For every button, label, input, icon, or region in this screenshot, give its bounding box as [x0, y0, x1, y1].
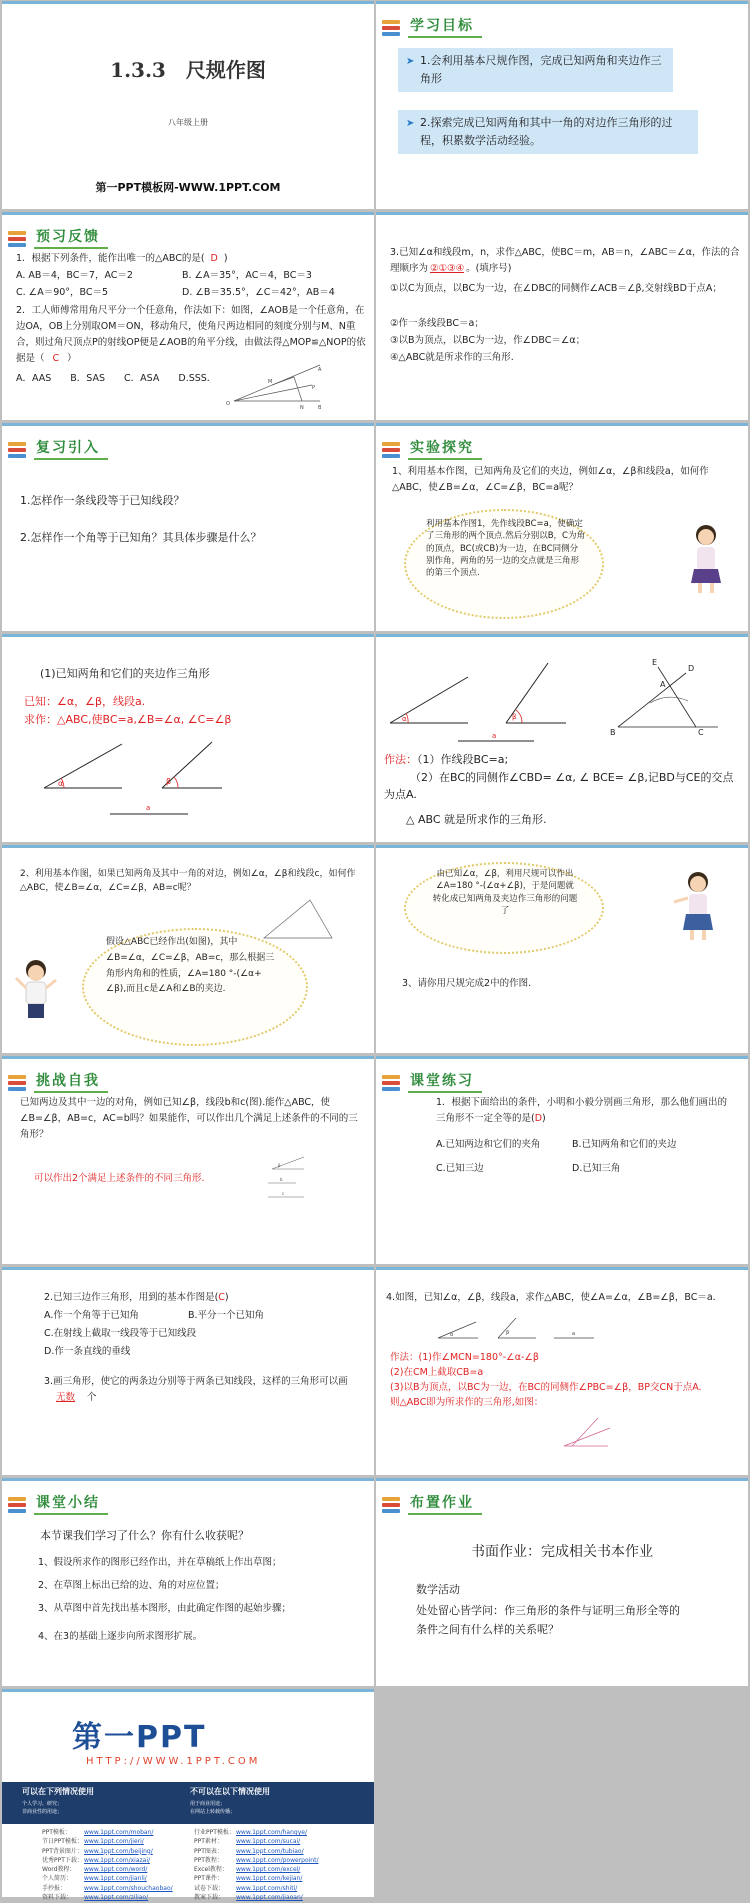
link-row: PPT背景图片：www.1ppt.com/beijing/	[42, 1847, 153, 1855]
slide-review	[2, 423, 374, 631]
section-tag: 挑战自我	[8, 1069, 108, 1093]
method-result: △ ABC 就是所求作的三角形.	[406, 813, 547, 826]
homework-written: 书面作业：完成相关书本作业	[471, 1544, 653, 1560]
section-tag: 学习目标	[382, 14, 482, 38]
link-row: 个人简历： www.1ppt.com/jianli/	[42, 1875, 147, 1883]
site-link[interactable]: www.1ppt.com/jieri/	[84, 1838, 144, 1846]
link-row: Word教程： www.1ppt.com/word/	[42, 1866, 148, 1874]
books-icon	[8, 440, 28, 460]
given: 已知：∠α，∠β，线段a.	[24, 695, 146, 708]
link-row: Excel教程： www.1ppt.com/excel/	[194, 1866, 301, 1874]
site-link[interactable]: www.1ppt.com/beijing/	[84, 1847, 153, 1855]
slide-preview	[2, 212, 374, 420]
link-row: PPT教程： www.1ppt.com/powerpoint/	[194, 1856, 319, 1864]
option-a: A.作一个角等于已知角	[44, 1310, 139, 1321]
links-left	[42, 1828, 173, 1902]
bullet-icon: ➤	[406, 56, 415, 67]
site-link[interactable]: www.1ppt.com/kejian/	[236, 1875, 303, 1883]
link-row: PPT课件： www.1ppt.com/kejian/	[194, 1875, 303, 1883]
site-link[interactable]: www.1ppt.com/shouchaobao/	[84, 1884, 173, 1892]
slide-q3-order	[376, 212, 748, 420]
svg-text:B: B	[318, 405, 322, 411]
svg-text:α: α	[402, 715, 407, 723]
svg-text:c: c	[282, 1191, 285, 1196]
slide-practice-2	[2, 1267, 374, 1475]
books-icon	[382, 1073, 402, 1093]
site-link[interactable]: www.1ppt.com/jianli/	[84, 1875, 147, 1883]
q1-option-c: C. ∠A＝90°，BC＝5	[16, 287, 109, 298]
svg-text:a: a	[492, 732, 497, 740]
books-icon	[8, 229, 28, 249]
option-a: A.已知两边和它们的夹角	[436, 1139, 541, 1150]
question-3: 3.已知∠α和线段m，n，求作△ABC，使BC＝m，AB＝n，∠ABC＝∠α，作法的合理顺序为 ②①③④ 。(填序号)	[390, 247, 740, 275]
summary-point-2: 2、在草图上标出已给的边、角的对应位置；	[38, 1580, 225, 1591]
section-tag: 复习引入	[8, 436, 108, 460]
section-tag: 课堂练习	[382, 1069, 482, 1093]
step-4: ④△ABC就是所求作的三角形.	[390, 352, 514, 363]
cloud-text: 假设△ABC已经作出(如图)，其中∠B=∠α，∠C=∠β，AB=c，那么根据三角形内角和的性质，∠A=180 °-(∠α+ ∠β),而且c是∠A和∠B的夹边.	[106, 937, 275, 995]
svg-text:α: α	[450, 1332, 454, 1338]
usage-panel: 可以在下列情况使用 个人学习、研究； 非商业性的用途； 不可以在以下情况使用 用于商业用途； 在网站上转载传播；	[2, 1782, 374, 1824]
construction-figure	[388, 647, 738, 742]
method-step-1: 作法：（1）作线段BC=a;	[384, 753, 509, 766]
svg-text:A: A	[660, 680, 666, 689]
svg-text:A: A	[318, 367, 322, 373]
goal-2: ➤ 2.探索完成已知两角和其中一角的对边作三角形的过程，积累数学活动经验。	[398, 110, 698, 154]
given-figure	[436, 1318, 596, 1342]
site-link[interactable]: www.1ppt.com/powerpoint/	[236, 1856, 319, 1864]
section-tag: 预习反馈	[8, 225, 108, 249]
logo: 第一PPT HTTP://WWW.1PPT.COM	[72, 1720, 261, 1767]
site-link[interactable]: www.1ppt.com/moban/	[84, 1829, 154, 1836]
books-icon	[382, 18, 402, 38]
solution-3: (3)以B为顶点，以BC为一边，在BC的同侧作∠PBC=∠β，BP交CN于点A.	[390, 1382, 702, 1393]
slide-asa-method	[376, 634, 748, 842]
beta-label: β	[166, 777, 172, 786]
review-question-1: 1.怎样作一条线段等于已知线段？	[20, 494, 185, 507]
practice-q3: 3.画三角形，使它的两条边分别等于两条已知线段，这样的三角形可以画无数 个	[44, 1376, 348, 1404]
method-step-2: （2）在BC的同侧作∠CBD= ∠α, ∠ BCE= ∠β,记BD与CE的交点为点A.	[384, 771, 734, 802]
solution-2: (2)在CM上截取CB=a	[390, 1367, 484, 1378]
summary-point-4: 4、在3的基础上逐步向所求图形扩展。	[38, 1631, 203, 1642]
step-3: ③以B为顶点，以BC为一边，作∠DBC＝∠α；	[390, 335, 586, 346]
slide-ad	[2, 1689, 374, 1902]
alpha-label: α	[58, 779, 64, 788]
site-link[interactable]: www.1ppt.com/hangye/	[236, 1829, 307, 1836]
challenge-answer: 可以作出2个满足上述条件的不同三角形.	[34, 1173, 205, 1184]
angle-ruler-figure	[226, 363, 322, 418]
option-c: C.在射线上截取一线段等于已知线段	[44, 1328, 197, 1339]
svg-text:E: E	[652, 658, 658, 667]
option-c: C.已知三边	[436, 1163, 484, 1174]
girl-illustration	[688, 521, 724, 596]
q1-option-b: B. ∠A＝35°，AC＝4，BC＝3	[182, 270, 312, 281]
svg-text:β: β	[512, 713, 517, 721]
summary-question: 本节课我们学习了什么？你有什么收获呢？	[40, 1529, 249, 1542]
grade-label: 八年级上册	[168, 118, 208, 127]
slide-asa-given	[2, 634, 374, 842]
books-icon	[8, 1495, 28, 1515]
svg-text:β: β	[506, 1330, 510, 1336]
slide-aas	[2, 845, 374, 1053]
site-link[interactable]: www.1ppt.com/sucai/	[236, 1838, 301, 1846]
girl-illustration	[674, 868, 720, 943]
solution-4: 则△ABC即为所求作的三角形,如图：	[390, 1397, 544, 1408]
site-link[interactable]: www.1ppt.com/shiti/	[236, 1884, 298, 1892]
svg-text:a: a	[572, 1331, 576, 1337]
section-tag: 课堂小结	[8, 1491, 108, 1515]
svg-text:M: M	[268, 379, 273, 385]
link-row: 资料下载： www.1ppt.com/ziliao/	[42, 1894, 149, 1902]
cloud-text: 由已知∠α，∠β，利用尺规可以作出∠A=180 °-(∠α+∠β)，于是问题就转化成已知两角及夹边作三角形的问题了	[432, 869, 578, 916]
svg-text:O: O	[226, 401, 230, 407]
q1-option-a: A. AB＝4，BC＝7，AC＝2	[16, 270, 133, 281]
svg-text:b: b	[280, 1177, 283, 1182]
question-2: 2．工人师傅常用角尺平分一个任意角，作法如下：如图，∠AOB是一个任意角，在边OA，OB上分别取OM＝ON，移动角尺，使角尺两边相同的刻度分别与M、N重合，则过角尺顶点P的射线OP便是∠AOB的角平分线，由做法得△MOP≌△NOP的依据是（ C ）	[16, 305, 366, 365]
option-d: D.作一条直线的垂线	[44, 1346, 131, 1357]
site-link[interactable]: www.1ppt.com/jiaoan/	[236, 1894, 303, 1902]
slide-challenge	[2, 1056, 374, 1264]
solution-figure	[562, 1416, 612, 1448]
site-link[interactable]: www.1ppt.com/xiazai/	[84, 1856, 151, 1864]
link-row: 节日PPT模板：www.1ppt.com/jieri/	[42, 1838, 144, 1846]
svg-text:D: D	[688, 664, 695, 673]
boy-illustration	[16, 958, 56, 1020]
link-row: PPT图表： www.1ppt.com/tubiao/	[194, 1847, 304, 1855]
q1-option-d: D. ∠B＝35.5°，∠C＝42°，AB＝4	[182, 287, 335, 298]
link-row: 手抄报： www.1ppt.com/shouchaobao/	[42, 1884, 173, 1892]
footer-site: 第一PPT模板网-WWW.1PPT.COM	[95, 181, 281, 194]
svg-text:C: C	[698, 728, 704, 737]
link-row: 优秀PPT下载：www.1ppt.com/xiazai/	[42, 1856, 151, 1864]
slide-title	[2, 1, 374, 209]
slide-transform	[376, 845, 748, 1053]
link-row: 行业PPT模板：www.1ppt.com/hangye/	[194, 1829, 307, 1836]
site-link[interactable]: www.1ppt.com/word/	[84, 1866, 148, 1874]
question-3: 3、请你用尺规完成2中的作图.	[402, 978, 532, 989]
practice-q4: 4.如图，已知∠α，∠β，线段a，求作△ABC，使∠A=∠α，∠B=∠β，BC＝a.	[386, 1292, 716, 1303]
link-row: 试卷下载： www.1ppt.com/shiti/	[194, 1884, 298, 1892]
summary-point-1: 1、假设所求作的图形已经作出，并在草稿纸上作出草图；	[38, 1557, 282, 1568]
practice-q2: 2.已知三边作三角形，用到的基本作图是(C)	[44, 1292, 229, 1303]
section-tag: 布置作业	[382, 1491, 482, 1515]
summary-point-3: 3、从草图中首先找出基本图形，由此确定作图的起始步骤；	[38, 1603, 292, 1614]
step-1: ①以C为顶点，以BC为一边，在∠DBC的同侧作∠ACB＝∠β,交射线BD于点A；	[390, 283, 722, 294]
segment-a-label: a	[146, 804, 151, 812]
heading: (1)已知两角和它们的夹边作三角形	[40, 667, 210, 680]
homework-activity-text: 处处留心皆学问：作三角形的条件与证明三角形全等的条件之间有什么样的关系呢？	[416, 1604, 680, 1637]
slide-homework	[376, 1478, 748, 1686]
question-1: 1．根据下列条件，能作出唯一的△ABC的是( D )	[16, 253, 228, 264]
practice-q1: 1．根据下面给出的条件，小明和小毅分别画三角形，那么他们画出的三角形不一定全等的是(D)	[436, 1097, 728, 1125]
slide-practice-1	[376, 1056, 748, 1264]
svg-text:β: β	[278, 1163, 281, 1168]
svg-text:B: B	[610, 728, 616, 737]
cloud-text: 利用基本作图1，先作线段BC=a，使确定了三角形的两个顶点.然后分别以B，C为角的顶点，BC(或CB)为一边，在BC同侧分别作角，两角的另一边的交点就是三角形的第三个顶点.	[426, 519, 585, 579]
site-link[interactable]: www.1ppt.com/tubiao/	[236, 1847, 304, 1855]
books-icon	[382, 440, 402, 460]
links-right	[194, 1828, 318, 1902]
books-icon	[382, 1495, 402, 1515]
site-link[interactable]: www.1ppt.com/ziliao/	[84, 1894, 149, 1902]
goal-1: ➤ 1.会利用基本尺规作图，完成已知两角和夹边作三角形	[398, 48, 673, 92]
site-link[interactable]: www.1ppt.com/excel/	[236, 1866, 301, 1874]
bullet-icon: ➤	[406, 118, 415, 129]
svg-text:N: N	[300, 405, 304, 411]
challenge-figure	[266, 1155, 306, 1211]
challenge-text: 已知两边及其中一边的对角，例如已知∠β，线段b和c(图).能作△ABC，使∠B=∠β，AB=c，AC=b吗？如果能作，可以作出几个满足上述条件的不同的三角形？	[20, 1097, 358, 1141]
link-row: PPT模板： www.1ppt.com/moban/	[42, 1829, 154, 1836]
homework-activity: 数学活动	[416, 1583, 460, 1596]
given-angles-figure	[42, 742, 222, 822]
slide-goals	[376, 1, 748, 209]
find: 求作：△ABC,使BC=a,∠B=∠α, ∠C=∠β	[24, 713, 232, 726]
link-row: 教案下载： www.1ppt.com/jiaoan/	[194, 1894, 303, 1902]
step-2: ②作一条线段BC＝a；	[390, 318, 484, 329]
option-b: B.平分一个已知角	[188, 1310, 265, 1321]
slide-explore	[376, 423, 748, 631]
section-tag: 实验探究	[382, 436, 482, 460]
slide-practice-4	[376, 1267, 748, 1475]
option-b: B.已知两角和它们的夹边	[572, 1139, 677, 1150]
triangle-figure	[262, 898, 334, 940]
svg-text:P: P	[312, 385, 316, 391]
slide-summary	[2, 1478, 374, 1686]
review-question-2: 2.怎样作一个角等于已知角？其具体步骤是什么？	[20, 531, 262, 544]
solution-1: 作法：(1)作∠MCN=180°-∠α-∠β	[390, 1352, 539, 1363]
q2-options: A．AAS B．SAS C．ASA D.SSS．	[16, 373, 217, 384]
books-icon	[8, 1073, 28, 1093]
explore-intro: 1、利用基本作图，已知两角及它们的夹边，例如∠α，∠β和线段a，如何作△ABC，使∠B=∠α，∠C=∠β，BC=a呢？	[392, 466, 709, 494]
aas-intro: 2、利用基本作图，如果已知两角及其中一角的对边，例如∠α，∠β和线段c，如何作△ABC，使∠B=∠α，∠C=∠β，AB=c呢？	[20, 869, 356, 893]
link-row: PPT素材： www.1ppt.com/sucai/	[194, 1838, 301, 1846]
page-title: 1.3.3 尺规作图	[110, 58, 266, 82]
option-d: D.已知三角	[572, 1163, 621, 1174]
